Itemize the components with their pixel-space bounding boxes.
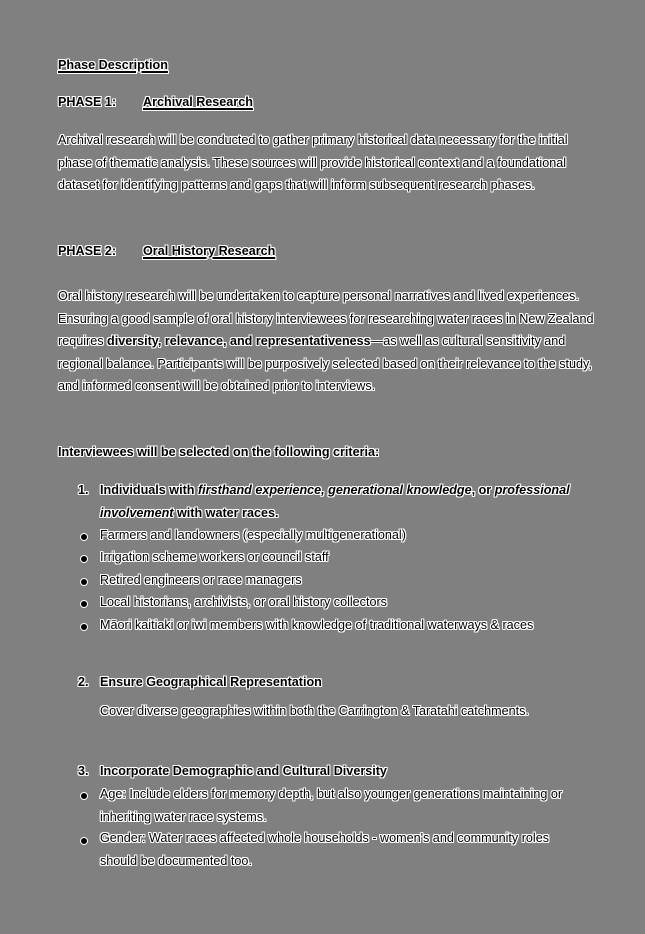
criterion-2-number: 2.	[78, 675, 89, 689]
criterion-1-number: 1.	[78, 483, 89, 497]
criterion-3-number: 3.	[78, 764, 89, 778]
list-item: Age: Include elders for memory depth, but also younger generations maintaining or inheriting water race systems.	[100, 787, 563, 824]
list-item: Farmers and landowners (especially multigenerational)	[100, 528, 406, 542]
phase1-label: PHASE 1:	[58, 95, 117, 109]
criterion-1-title-italic-2: professional involvement	[100, 483, 570, 520]
bullet-icon	[81, 793, 87, 799]
criterion-1-title	[100, 479, 600, 524]
list-item: Māori kaitiaki or iwi members with knowledge of traditional waterways & races	[100, 618, 534, 632]
phase1-heading	[58, 95, 253, 109]
bullet-icon	[81, 838, 87, 844]
phase2-bold-text: diversity, relevance, and representativeness	[107, 334, 371, 348]
bullet-icon	[81, 534, 87, 540]
list-item: Local historians, archivists, or oral history collectors	[100, 595, 387, 609]
bullet-icon	[81, 624, 87, 630]
section-title: Phase Description	[58, 58, 168, 72]
list-item: Retired engineers or race managers	[100, 573, 302, 587]
criteria-heading: Interviewees will be selected on the following criteria:	[58, 445, 380, 459]
bullet-icon	[81, 556, 87, 562]
bullet-icon	[81, 579, 87, 585]
criterion-1-title-italic-1: firsthand experience, generational knowledge	[197, 483, 472, 497]
criterion-1-title-text: Individuals with	[100, 483, 198, 497]
bullet-icon	[81, 601, 87, 607]
phase2-label: PHASE 2:	[58, 244, 117, 258]
list-item: Gender: Water races affected whole households - women's and community roles should be documented too.	[100, 831, 550, 868]
criterion-2-title: Ensure Geographical Representation	[100, 675, 322, 689]
phase2-paragraph	[58, 285, 598, 398]
criterion-2-description: Cover diverse geographies within both the Carrington & Taratahi catchments.	[100, 704, 529, 718]
list-item: Irrigation scheme workers or council staff	[100, 550, 329, 564]
phase1-title: Archival Research	[143, 95, 253, 109]
criterion-1-title-text-3: with water races.	[173, 505, 279, 520]
phase2-title: Oral History Research	[143, 244, 276, 258]
phase1-paragraph: Archival research will be conducted to gather primary historical data necessary for the initial phase of thematic analysis. These sources will provide historical context and a foundational dataset for identifying patterns and gaps that will inform subsequent research phases.	[58, 133, 568, 192]
phase2-text-2: —as well as cultural sensitivity and regional balance. Participants will be purposively selected based on their relevance to the study, and informed consent will be obtained prior to interviews.	[58, 334, 592, 393]
phase2-heading	[58, 244, 275, 258]
phase2-text-1: Oral history research will be undertaken to capture personal narratives and lived experiences. Ensuring a good sample of oral history interviewees for researching water races in New Zealand requires	[58, 289, 594, 348]
criterion-1-title-text-2: , or	[471, 483, 495, 497]
criterion-3-title: Incorporate Demographic and Cultural Diversity	[100, 764, 387, 778]
